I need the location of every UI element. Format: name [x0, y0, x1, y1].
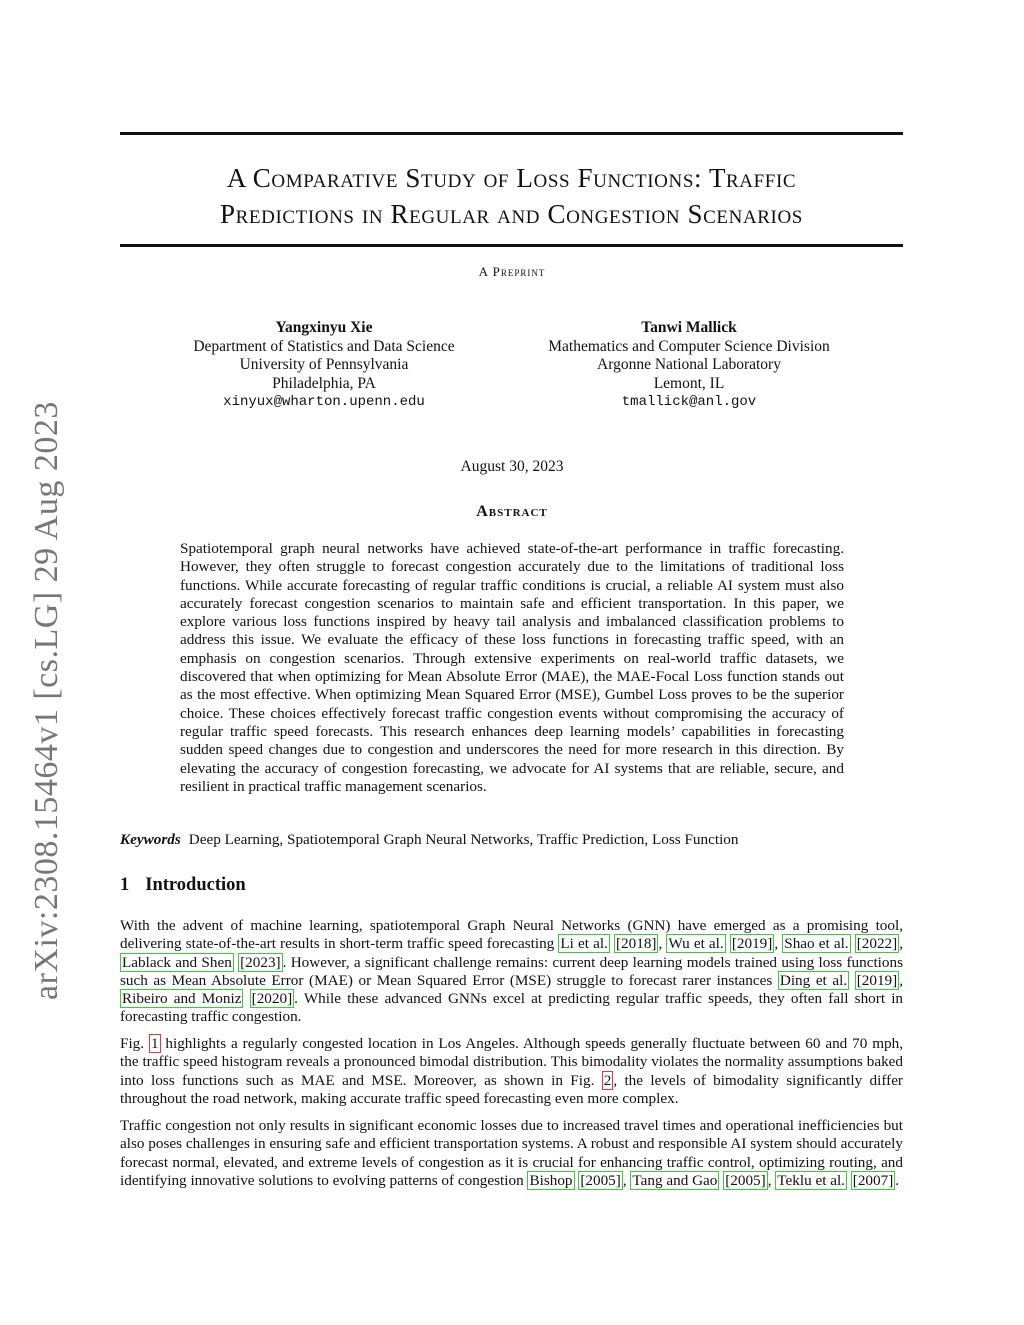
- section-heading: [120, 875, 246, 896]
- author-department: Department of Statistics and Data Science: [193, 337, 455, 355]
- citation-link[interactable]: Wu et al.: [668, 935, 724, 953]
- text-run: Traffic congestion not only results in significant economic losses due to increased travel times and operational inefficiencies but also poses challenges in ensuring safe and efficient transportation systems. A robust and responsible AI system should accurately forecast normal, elevated, and extreme levels of congestion as it is crucial for enhancing traffic control, optimizing routing, and identifying innovative solutions to evolving patterns of congestion: [120, 1117, 903, 1189]
- text-run: , the levels of bimodality significantly differ throughout the road network, making accurate traffic speed forecasting even more complex.: [120, 1071, 903, 1107]
- citation-link[interactable]: Ribeiro and Moniz: [122, 990, 242, 1008]
- preprint-label: A Preprint: [478, 264, 546, 279]
- citation-year-link[interactable]: [2005]: [580, 1171, 621, 1189]
- section-title: Introduction: [145, 875, 246, 895]
- author-location: Lemont, IL: [653, 374, 725, 392]
- citation-link[interactable]: Li et al.: [560, 935, 608, 953]
- text-run: Fig.: [120, 1035, 149, 1052]
- author-block-1: [164, 319, 484, 412]
- citation-link[interactable]: Bishop: [529, 1171, 573, 1189]
- keywords-text: Deep Learning, Spatiotemporal Graph Neural Networks, Traffic Prediction, Loss Function: [188, 831, 739, 848]
- citation-link[interactable]: Ding et al.: [779, 971, 848, 989]
- abstract-text: Spatiotemporal graph neural networks have achieved state-of-the-art performance in traffic forecasting. However, they often struggle to forecast congestion accurately due to the limitations of traditional loss functions. While accurate forecasting of regular traffic conditions is crucial, a reliable AI system must also accurately forecast congestion scenarios to maintain safe and efficient transportation. In this paper, we explore various loss functions inspired by heavy tail analysis and imbalanced classification problems to address this issue. We evaluate the efficacy of these loss functions in forecasting traffic speed, with an emphasis on congestion scenarios. Through extensive experiments on real-world traffic datasets, we discovered that when optimizing for Mean Absolute Error (MAE), the MAE-Focal Loss function stands out as the most effective. When optimizing Mean Squared Error (MSE), Gumbel Loss proves to be the superior choice. These choices effectively forecast traffic congestion events without compromising the accuracy of regular traffic speed forecasts. This research enhances deep learning models’ capabilities in forecasting sudden speed changes due to congestion and underscores the need for more research in this direction. By elevating the accuracy of congestion forecasting, we advocate for AI systems that are reliable, secure, and resilient in practical traffic management scenarios.: [180, 540, 844, 795]
- title-line-2: Predictions in Regular and Congestion Scenarios: [220, 199, 803, 229]
- author-block-2: [520, 319, 858, 412]
- author-location: Philadelphia, PA: [272, 374, 376, 392]
- keywords: [120, 831, 903, 849]
- citation-year-link[interactable]: [2020]: [251, 990, 293, 1008]
- abstract-heading: Abstract: [476, 503, 548, 520]
- arxiv-identifier: arXiv:2308.15464v1 [cs.LG] 29 Aug 2023: [28, 401, 65, 1000]
- author-institution: Argonne National Laboratory: [597, 356, 781, 373]
- citation-year-link[interactable]: [2022]: [856, 935, 898, 953]
- citation-link[interactable]: Tang and Gao: [632, 1171, 718, 1189]
- title-rule-bottom: [120, 244, 903, 247]
- intro-paragraph-3: Traffic congestion not only results in significant economic losses due to increased travel times and operational inefficiencies but also poses challenges in ensuring safe and efficient transportation systems. A robust and responsible AI system should accurately forecast normal, elevated, and extreme levels of congestion as it is crucial for enhancing traffic control, optimizing routing, and identifying innovative solutions to evolving patterns of congestion Bishop [2005] , Tang and Gao [2005] , Teklu et al. [2007] .: [120, 1117, 903, 1189]
- citation-year-link[interactable]: [2019]: [731, 935, 773, 953]
- citation-year-link[interactable]: [2007]: [852, 1171, 894, 1189]
- paper-title: [120, 160, 903, 232]
- keywords-label: Keywords: [120, 831, 181, 848]
- figure-ref-link[interactable]: 1: [150, 1035, 159, 1052]
- citation-link[interactable]: Lablack and Shen: [122, 953, 232, 971]
- author-email[interactable]: tmallick@anl.gov: [621, 394, 757, 410]
- intro-paragraph-1: With the advent of machine learning, spatiotemporal Graph Neural Networks (GNN) have emerged as a promising tool, delivering state-of-the-art results in short-term traffic speed forecasting Li et al. [2018] , Wu et al. [2019] , Shao et al. [2022] , Lablack and Shen [2023] . However, a significant challenge remains: current deep learning models trained using loss functions such as Mean Absolute Error (MAE) or Mean Squared Error (MSE) struggle to forecast rarer instances Ding et al. [2019] , Ribeiro and Moniz [2020] . While these advanced GNNs excel at predicting regular traffic speeds, they often fall short in forecasting traffic congestion.: [120, 917, 904, 1026]
- title-rule-top: [120, 132, 903, 135]
- text-run: . While these advanced GNNs excel at predicting regular traffic speeds, they often fall short in forecasting traffic congestion.: [120, 990, 904, 1026]
- intro-paragraph-2: [120, 1035, 903, 1108]
- author-department: Mathematics and Computer Science Division: [548, 337, 830, 355]
- author-name: Tanwi Mallick: [641, 319, 737, 336]
- title-line-1: A Comparative Study of Loss Functions: Traffic: [226, 163, 797, 193]
- text-run: . However, a significant challenge remains: current deep learning models trained using loss functions such as Mean Absolute Error (MAE) or Mean Squared Error (MSE) struggle to forecast rarer instances: [120, 953, 903, 989]
- figure-ref-link[interactable]: 2: [603, 1071, 612, 1089]
- citation-link[interactable]: Teklu et al.: [777, 1171, 845, 1189]
- citation-year-link[interactable]: [2018]: [615, 935, 657, 953]
- text-run: .: [895, 1171, 900, 1189]
- citation-year-link[interactable]: [2005]: [725, 1171, 766, 1189]
- author-institution: University of Pennsylvania: [239, 356, 409, 373]
- citation-year-link[interactable]: [2019]: [856, 971, 898, 989]
- text-run: highlights a regularly congested location in Los Angeles. Although speeds generally fluctuate between 60 and 70 mph, the traffic speed histogram reveals a pronounced bimodal distribution. This bimodality violates the normality assumptions baked into loss functions such as MAE and MSE. Moreover, as shown in Fig.: [120, 1035, 904, 1089]
- citation-link[interactable]: Shao et al.: [784, 935, 849, 953]
- citation-year-link[interactable]: [2023]: [240, 953, 281, 971]
- text-run: With the advent of machine learning, spatiotemporal Graph Neural Networks (GNN) have emerged as a promising tool, delivering state-of-the-art results in short-term traffic speed forecasting: [120, 917, 903, 953]
- paper-date: August 30, 2023: [460, 458, 564, 475]
- section-number: 1: [120, 875, 130, 895]
- author-name: Yangxinyu Xie: [275, 319, 373, 336]
- author-email[interactable]: xinyux@wharton.upenn.edu: [223, 394, 425, 410]
